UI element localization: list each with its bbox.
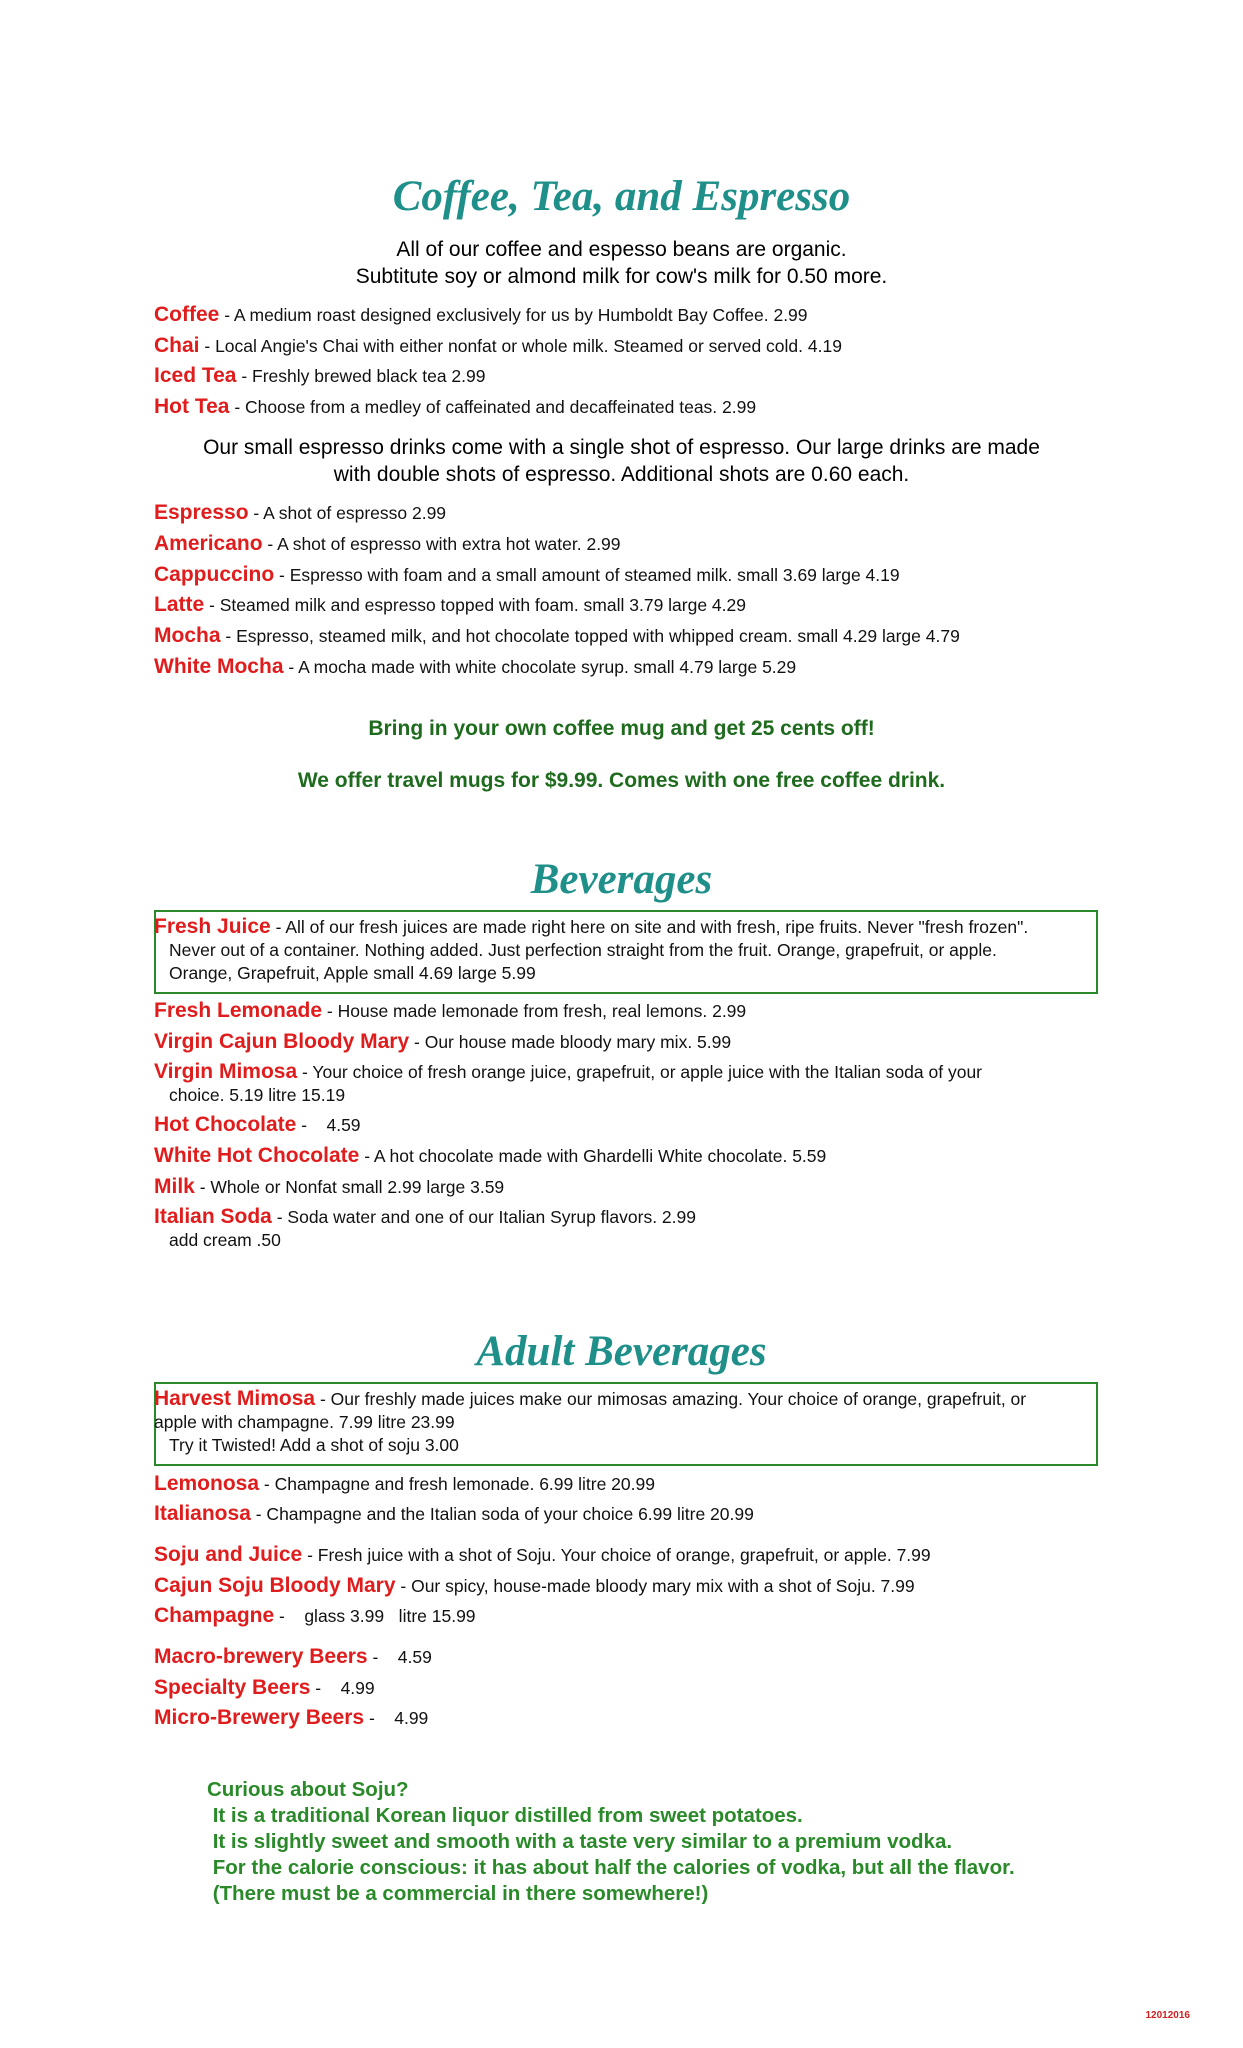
item-name: Latte bbox=[154, 593, 205, 616]
item-name: Fresh Juice bbox=[154, 915, 271, 938]
mug-promo: Bring in your own coffee mug and get 25 cents off! bbox=[368, 717, 875, 740]
coffee-intro-line: Subtitute soy or almond milk for cow's milk for 0.50 more. bbox=[355, 265, 888, 288]
item-add-on: Try it Twisted! Add a shot of soju 3.00 bbox=[169, 1435, 459, 1455]
item-name: White Mocha bbox=[154, 655, 284, 678]
soju-info-line: It is a traditional Korean liquor distilled from sweet potatoes. bbox=[207, 1804, 803, 1827]
item-description: - Champagne and the Italian soda of your choice 6.99 litre 20.99 bbox=[250, 1504, 754, 1524]
espresso-note-line: with double shots of espresso. Additional shots are 0.60 each. bbox=[333, 463, 910, 486]
menu-item-milk bbox=[154, 1175, 1104, 1199]
item-description: - A hot chocolate made with Ghardelli White chocolate. 5.59 bbox=[359, 1146, 827, 1166]
item-description: - Soda water and one of our Italian Syrup flavors. 2.99 bbox=[271, 1207, 696, 1227]
menu-item-white-hot-chocolate bbox=[154, 1144, 1104, 1168]
item-description-continued: choice. 5.19 litre 15.19 bbox=[169, 1085, 346, 1105]
item-name: Virgin Mimosa bbox=[154, 1060, 298, 1083]
soju-info bbox=[207, 1777, 1157, 1907]
item-description: - 4.59 bbox=[367, 1647, 432, 1667]
item-name: Mocha bbox=[154, 624, 221, 647]
item-description: - Steamed milk and espresso topped with foam. small 3.79 large 4.29 bbox=[204, 595, 746, 615]
item-name: Macro-brewery Beers bbox=[154, 1645, 368, 1668]
item-description: - Espresso with foam and a small amount of steamed milk. small 3.69 large 4.19 bbox=[274, 565, 900, 585]
menu-item-fresh-juice bbox=[154, 915, 1104, 985]
item-name: White Hot Chocolate bbox=[154, 1144, 360, 1167]
item-description-continued: Never out of a container. Nothing added. Just perfection straight from the fruit. Orange, grapefruit, or apple. bbox=[169, 940, 997, 960]
menu-item-soju-and-juice bbox=[154, 1543, 1104, 1567]
item-add-on: add cream .50 bbox=[169, 1230, 281, 1250]
item-description: - Our house made bloody mary mix. 5.99 bbox=[409, 1032, 732, 1052]
menu-item-chai bbox=[154, 334, 1104, 358]
item-description: - A shot of espresso 2.99 bbox=[248, 503, 447, 523]
menu-version-code: 12012016 bbox=[1145, 2010, 1190, 2021]
espresso-note-line: Our small espresso drinks come with a single shot of espresso. Our large drinks are made bbox=[203, 436, 1040, 459]
menu-item-virgin-mimosa bbox=[154, 1060, 1104, 1107]
item-name: Cappuccino bbox=[154, 563, 275, 586]
item-name: Lemonosa bbox=[154, 1472, 260, 1495]
item-description: - Espresso, steamed milk, and hot chocolate topped with whipped cream. small 4.29 large 4.79 bbox=[220, 626, 960, 646]
item-name: Micro-Brewery Beers bbox=[154, 1706, 365, 1729]
item-name: Soju and Juice bbox=[154, 1543, 303, 1566]
item-name: Hot Chocolate bbox=[154, 1113, 297, 1136]
menu-item-micro-brewery-beers bbox=[154, 1706, 1104, 1730]
menu-item-coffee bbox=[154, 303, 1104, 327]
item-name: Coffee bbox=[154, 303, 220, 326]
menu-item-champagne bbox=[154, 1604, 1104, 1628]
menu-item-macro-brewery-beers bbox=[154, 1645, 1104, 1669]
soju-info-line: (There must be a commercial in there somewhere!) bbox=[207, 1882, 709, 1905]
item-description: - glass 3.99 litre 15.99 bbox=[274, 1606, 476, 1626]
item-sizes: Orange, Grapefruit, Apple small 4.69 large 5.99 bbox=[169, 963, 536, 983]
beverages-section-title: Beverages bbox=[530, 856, 713, 903]
item-name: Champagne bbox=[154, 1604, 275, 1627]
menu-item-lemonosa bbox=[154, 1472, 1104, 1496]
menu-item-cappuccino bbox=[154, 563, 1104, 587]
menu-item-specialty-beers bbox=[154, 1676, 1104, 1700]
item-name: Specialty Beers bbox=[154, 1676, 311, 1699]
menu-item-americano bbox=[154, 532, 1104, 556]
item-description: - Fresh juice with a shot of Soju. Your choice of orange, grapefruit, or apple. 7.99 bbox=[302, 1545, 931, 1565]
menu-item-harvest-mimosa bbox=[154, 1387, 1104, 1457]
menu-item-espresso bbox=[154, 501, 1104, 525]
item-description: - Your choice of fresh orange juice, grapefruit, or apple juice with the Italian soda of your bbox=[297, 1062, 983, 1082]
soju-info-line: It is slightly sweet and smooth with a taste very similar to a premium vodka. bbox=[207, 1830, 953, 1853]
item-name: Chai bbox=[154, 334, 200, 357]
item-name: Virgin Cajun Bloody Mary bbox=[154, 1030, 410, 1053]
item-description: - Champagne and fresh lemonade. 6.99 litre 20.99 bbox=[259, 1474, 655, 1494]
item-name: Hot Tea bbox=[154, 395, 230, 418]
item-description-continued: apple with champagne. 7.99 litre 23.99 bbox=[154, 1412, 455, 1432]
menu-item-mocha bbox=[154, 624, 1104, 648]
menu-item-hot-tea bbox=[154, 395, 1104, 419]
menu-item-virgin-cajun-bloody-mary bbox=[154, 1030, 1104, 1054]
item-name: Fresh Lemonade bbox=[154, 999, 323, 1022]
item-description: - 4.59 bbox=[296, 1115, 361, 1135]
item-description: - A shot of espresso with extra hot water. 2.99 bbox=[262, 534, 621, 554]
menu-item-hot-chocolate bbox=[154, 1113, 1104, 1137]
menu-item-fresh-lemonade bbox=[154, 999, 1104, 1023]
item-description: - House made lemonade from fresh, real lemons. 2.99 bbox=[322, 1001, 747, 1021]
coffee-intro-line: All of our coffee and espesso beans are organic. bbox=[396, 238, 847, 261]
item-name: Iced Tea bbox=[154, 364, 237, 387]
item-name: Espresso bbox=[154, 501, 249, 524]
item-name: Milk bbox=[154, 1175, 195, 1198]
soju-info-line: For the calorie conscious: it has about half the calories of vodka, but all the flavor. bbox=[207, 1856, 1015, 1879]
menu-item-latte bbox=[154, 593, 1104, 617]
item-description: - All of our fresh juices are made right here on site and with fresh, ripe fruits. Never "fresh frozen". bbox=[270, 917, 1029, 937]
soju-info-heading: Curious about Soju? bbox=[207, 1778, 409, 1801]
coffee-intro bbox=[0, 236, 1243, 290]
item-description: - Freshly brewed black tea 2.99 bbox=[236, 366, 486, 386]
menu-item-iced-tea bbox=[154, 364, 1104, 388]
item-name: Harvest Mimosa bbox=[154, 1387, 316, 1410]
item-description: - A mocha made with white chocolate syrup. small 4.79 large 5.29 bbox=[283, 657, 797, 677]
travel-mug-promo: We offer travel mugs for $9.99. Comes with one free coffee drink. bbox=[297, 769, 946, 792]
espresso-note bbox=[0, 434, 1243, 488]
item-description: - A medium roast designed exclusively for us by Humboldt Bay Coffee. 2.99 bbox=[219, 305, 808, 325]
menu-item-italian-soda bbox=[154, 1205, 1104, 1252]
menu-item-cajun-soju-bloody-mary bbox=[154, 1574, 1104, 1598]
item-description: - Local Angie's Chai with either nonfat or whole milk. Steamed or served cold. 4.19 bbox=[199, 336, 842, 356]
item-description: - Choose from a medley of caffeinated and decaffeinated teas. 2.99 bbox=[229, 397, 757, 417]
item-name: Americano bbox=[154, 532, 263, 555]
item-description: - Whole or Nonfat small 2.99 large 3.59 bbox=[194, 1177, 505, 1197]
item-description: - 4.99 bbox=[310, 1678, 375, 1698]
menu-item-white-mocha bbox=[154, 655, 1104, 679]
item-description: - Our freshly made juices make our mimosas amazing. Your choice of orange, grapefruit, or bbox=[315, 1389, 1027, 1409]
menu-item-italianosa bbox=[154, 1502, 1104, 1526]
item-name: Italianosa bbox=[154, 1502, 251, 1525]
item-description: - Our spicy, house-made bloody mary mix with a shot of Soju. 7.99 bbox=[395, 1576, 915, 1596]
adult-beverages-section-title: Adult Beverages bbox=[476, 1328, 767, 1375]
coffee-section-title: Coffee, Tea, and Espresso bbox=[392, 173, 851, 220]
item-description: - 4.99 bbox=[364, 1708, 429, 1728]
item-name: Italian Soda bbox=[154, 1205, 272, 1228]
item-name: Cajun Soju Bloody Mary bbox=[154, 1574, 396, 1597]
